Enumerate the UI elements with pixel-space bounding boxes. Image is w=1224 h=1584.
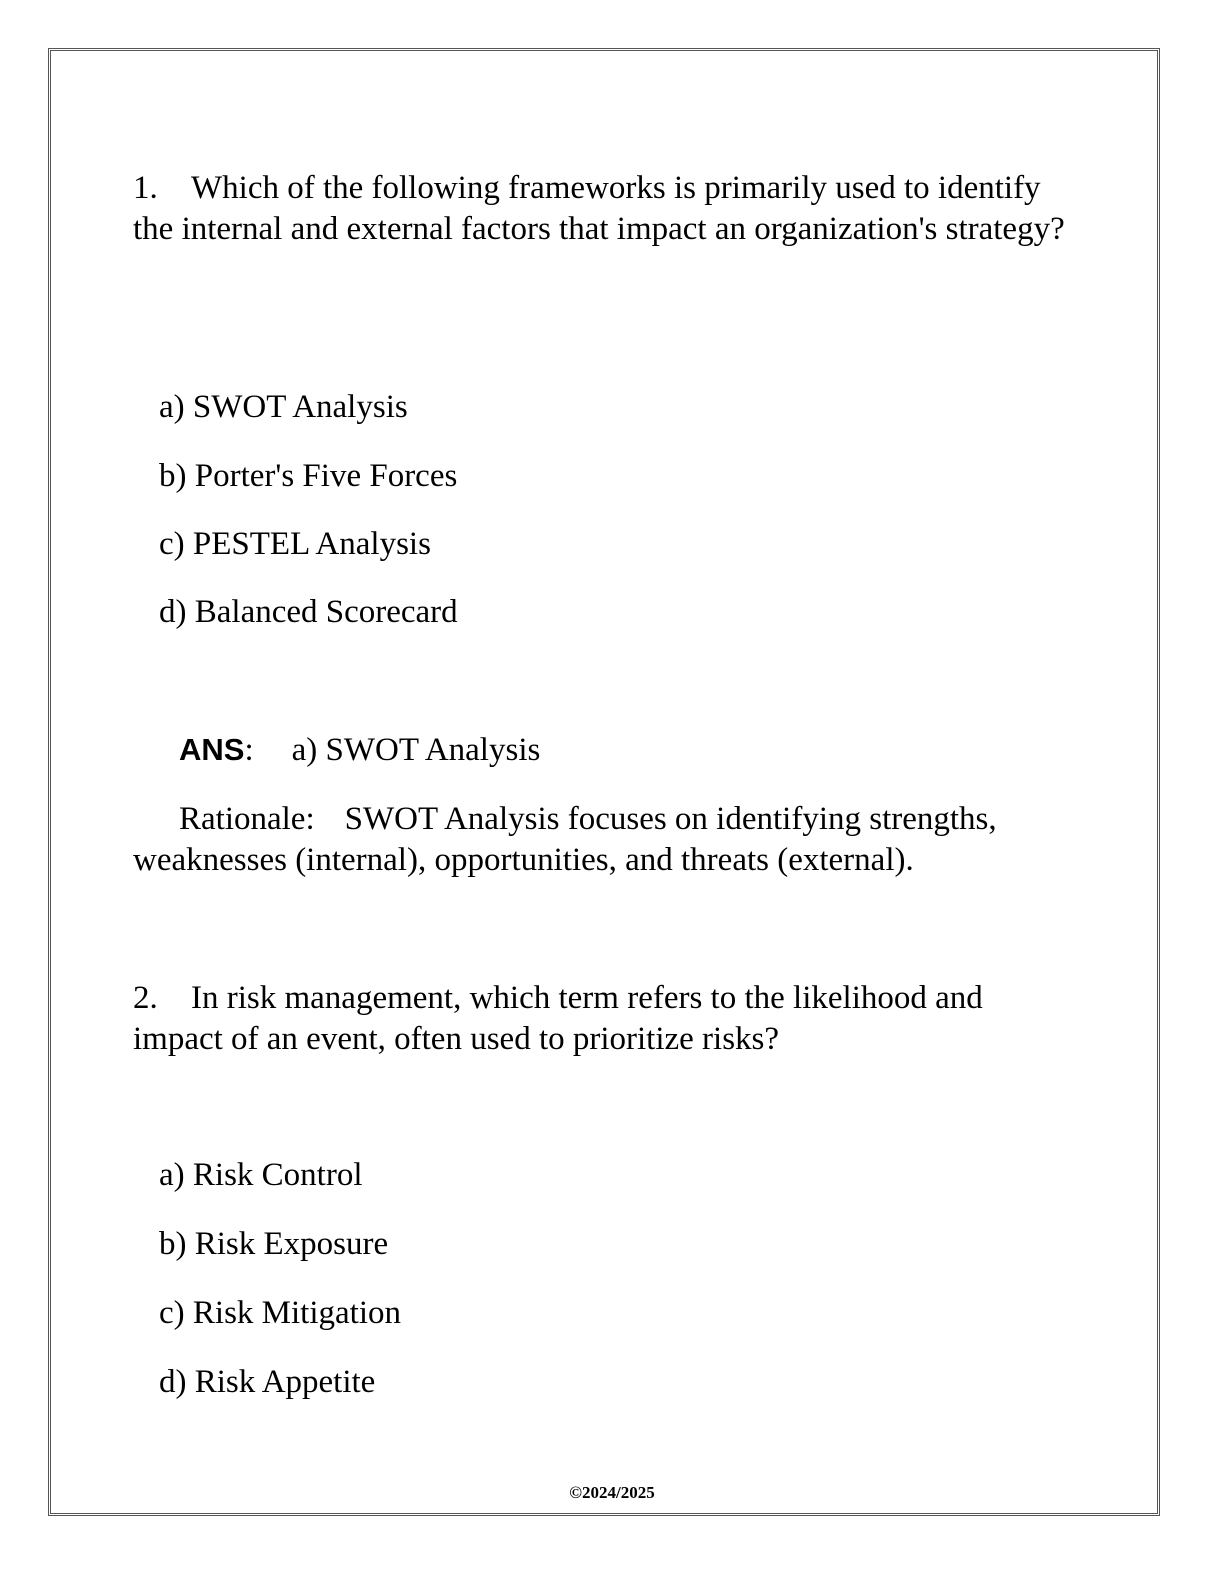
question-2: [133, 978, 1073, 1060]
copyright-footer: ©2024/2025: [569, 1483, 655, 1502]
question-2-option-b: b) Risk Exposure: [159, 1226, 389, 1262]
question-2-option-a: a) Risk Control: [159, 1157, 363, 1193]
question-1-text: Which of the following frameworks is primarily used to identify the internal and external factors that impact an organization's strategy?: [133, 170, 1065, 247]
answer-label: ANS: [179, 732, 245, 767]
question-2-option-c: c) Risk Mitigation: [159, 1295, 401, 1331]
question-1-option-b: b) Porter's Five Forces: [159, 458, 458, 494]
question-1-rationale: [133, 799, 1093, 881]
rationale-label: Rationale:: [179, 801, 315, 837]
answer-colon: :: [244, 732, 254, 768]
rationale-text: SWOT Analysis focuses on identifying strengths, weaknesses (internal), opportunities, and threats (external).: [133, 801, 997, 878]
question-1: [133, 168, 1073, 250]
question-2-number: 2.: [133, 980, 158, 1016]
question-2-option-d: d) Risk Appetite: [159, 1364, 376, 1400]
question-2-text: In risk management, which term refers to the likelihood and impact of an event, often used to prioritize risks?: [133, 980, 983, 1057]
question-1-option-d: d) Balanced Scorecard: [159, 594, 458, 630]
answer-value: a) SWOT Analysis: [291, 732, 541, 768]
question-1-option-c: c) PESTEL Analysis: [159, 526, 431, 562]
question-1-number: 1.: [133, 170, 158, 206]
question-1-answer: [179, 730, 540, 770]
question-1-option-a: a) SWOT Analysis: [159, 389, 408, 425]
